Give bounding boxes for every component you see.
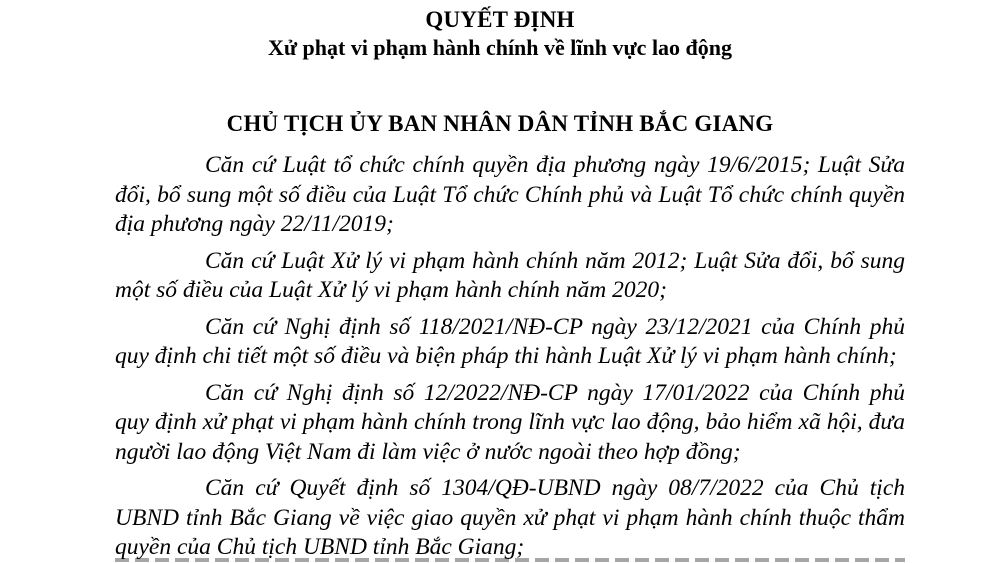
legal-basis-paragraph: Căn cứ Quyết định số 1304/QĐ-UBND ngày 08/7/2022 của Chủ tịch UBND tỉnh Bắc Giang về việc giao quyền xử phạt vi phạm hành chính thuộc thẩm quyền của Chủ tịch UBND tỉnh Bắc Giang; bbox=[115, 475, 905, 560]
legal-basis-paragraph: Căn cứ Luật tổ chức chính quyền địa phương ngày 19/6/2015; Luật Sửa đổi, bổ sung một số điều của Luật Tổ chức Chính phủ và Luật Tổ chức chính quyền địa phương ngày 22/11/2019; bbox=[115, 152, 905, 237]
legal-basis-paragraph: Căn cứ Nghị định số 118/2021/NĐ-CP ngày 23/12/2021 của Chính phủ quy định chi tiết một số điều và biện pháp thi hành Luật Xử lý vi phạm hành chính; bbox=[115, 313, 905, 369]
document-subtitle: Xử phạt vi phạm hành chính về lĩnh vực lao động bbox=[267, 35, 733, 60]
cut-off-text-line bbox=[115, 553, 905, 563]
legal-basis-paragraph: Căn cứ Nghị định số 12/2022/NĐ-CP ngày 17/01/2022 của Chính phủ quy định xử phạt vi phạm hành chính trong lĩnh vực lao động, bảo hiểm xã hội, đưa người lao động Việt Nam đi làm việc ở nước ngoài theo hợp đồng; bbox=[115, 379, 905, 465]
issuing-authority: CHỦ TỊCH ỦY BAN NHÂN DÂN TỈNH BẮC GIANG bbox=[226, 111, 774, 136]
document-title: QUYẾT ĐỊNH bbox=[425, 7, 575, 32]
legal-basis-paragraph: Căn cứ Luật Xử lý vi phạm hành chính năm 2012; Luật Sửa đổi, bổ sung một số điều của Luật Xử lý vi phạm hành chính năm 2020; bbox=[115, 247, 905, 303]
legal-basis-section bbox=[115, 151, 905, 563]
